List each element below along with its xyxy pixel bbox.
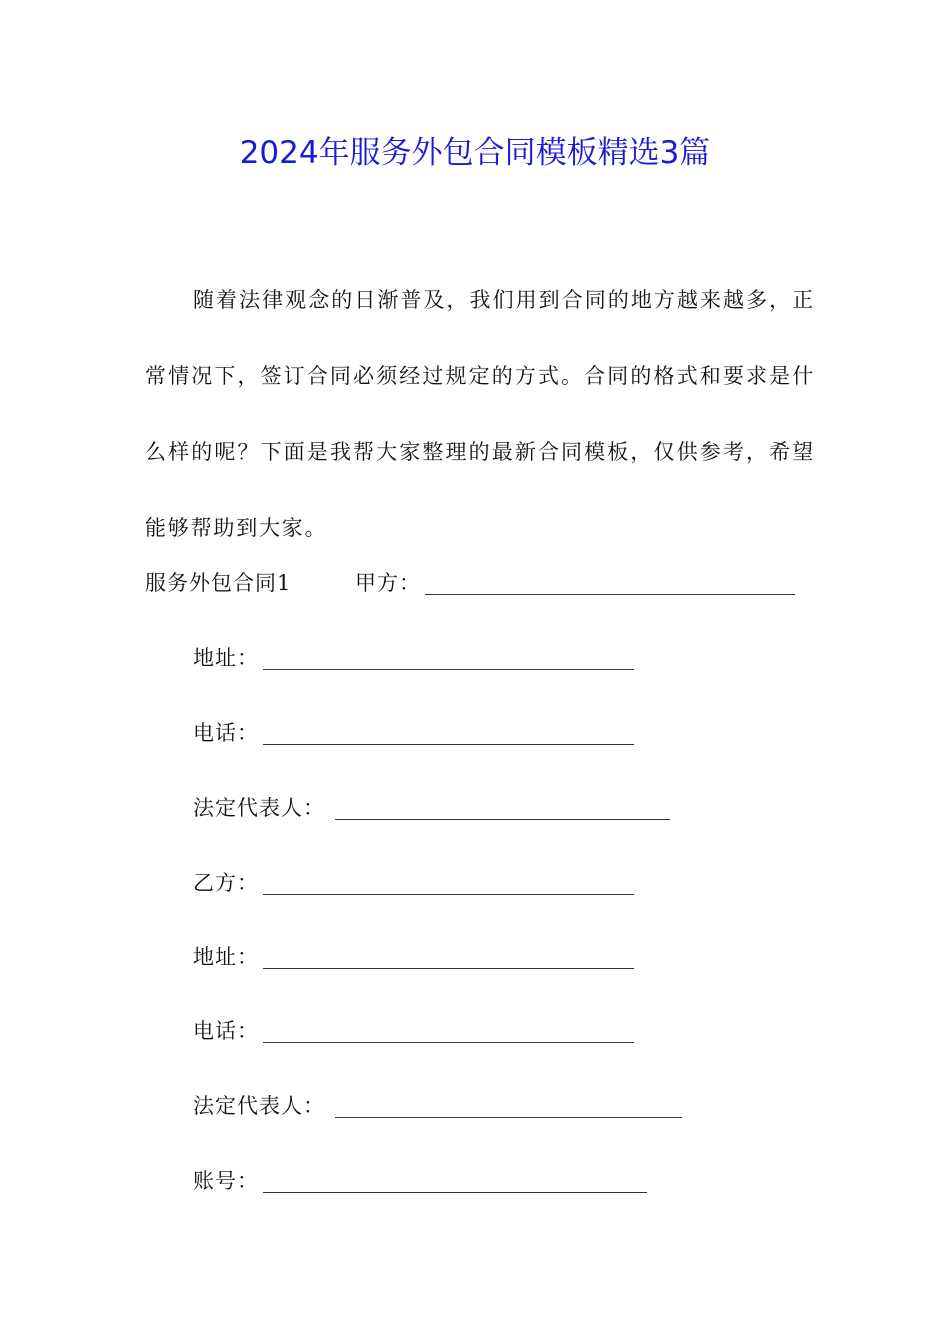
field-blank: [263, 1042, 634, 1043]
field-label: 电话：: [193, 1019, 259, 1043]
field-blank: [263, 894, 634, 895]
field-label: 账号：: [193, 1169, 259, 1193]
contract-heading: 服务外包合同1: [145, 571, 292, 595]
party-a-blank: [425, 594, 795, 595]
field-blank: [263, 1192, 647, 1193]
field-label: 地址：: [193, 646, 259, 670]
intro-paragraph: 随着法律观念的日渐普及，我们用到合同的地方越来越多，正常情况下，签订合同必须经过规定的方式。合同的格式和要求是什么样的呢？下面是我帮大家整理的最新合同模板，仅供参考，希望能够帮助到大家。: [145, 288, 815, 540]
field-blank: [263, 669, 634, 670]
field-blank: [335, 819, 670, 820]
field-blank: [263, 744, 634, 745]
field-label: 乙方：: [193, 871, 259, 895]
field-label: 法定代表人：: [193, 796, 325, 820]
field-label: 地址：: [193, 945, 259, 969]
field-blank: [335, 1117, 682, 1118]
field-label: 法定代表人：: [193, 1094, 325, 1118]
field-label: 电话：: [193, 721, 259, 745]
field-blank: [263, 968, 634, 969]
party-a-label: 甲方：: [355, 571, 421, 595]
page-title: 2024年服务外包合同模板精选3篇: [239, 135, 711, 171]
